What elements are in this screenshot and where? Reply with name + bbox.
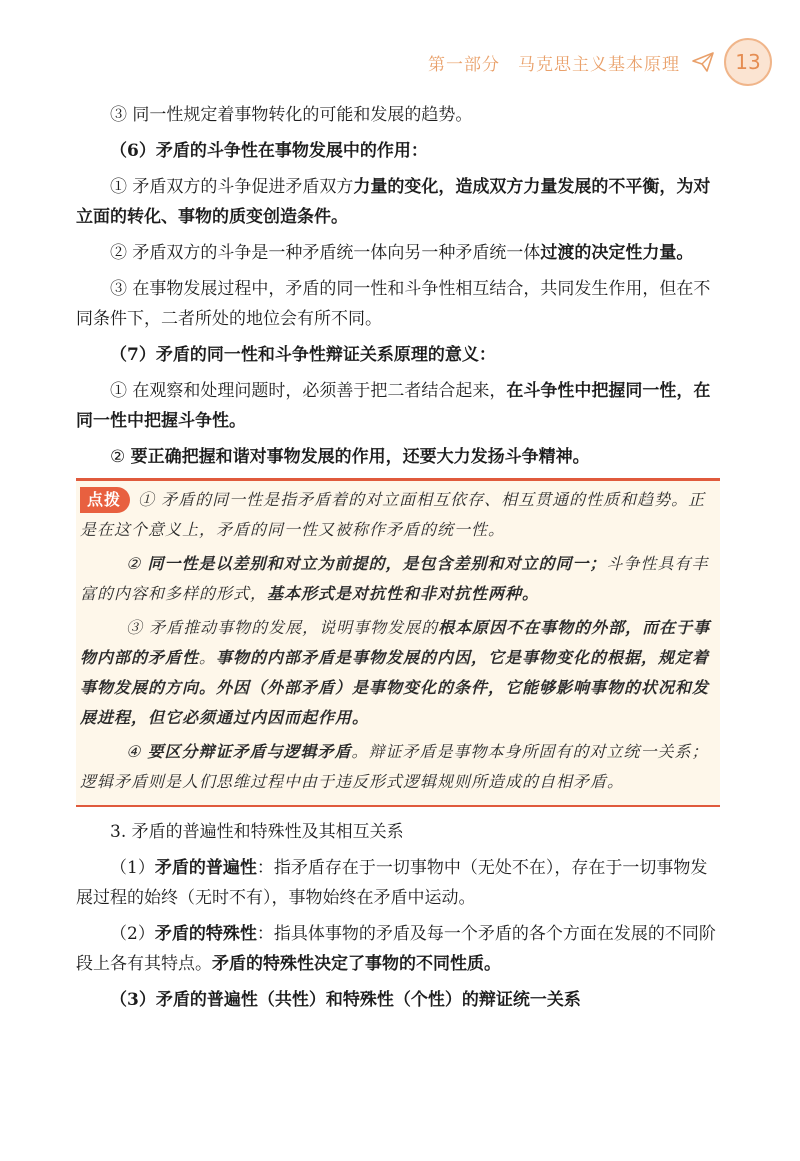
tip-paragraph: ③ 矛盾推动事物的发展，说明事物发展的根本原因不在事物的外部，而在于事物内部的矛盾性。事物的内部矛盾是事物发展的内因，它是事物变化的根据，规定着事物发展的方向。外因（外部矛盾）是事物变化的条件，它能够影响事物的状况和发展进程，但它必须通过内因而起作用。	[80, 618, 711, 727]
paragraph: ③ 在事物发展过程中，矛盾的同一性和斗争性相互结合，共同发生作用，但在不同条件下，二者所处的地位会有所不同。	[76, 279, 711, 329]
subheading: （3）矛盾的普遍性（共性）和特殊性（个性）的辩证统一关系	[110, 990, 581, 1010]
paper-plane-icon	[692, 52, 714, 72]
tip-paragraph: ④ 要区分辩证矛盾与逻辑矛盾。辩证矛盾是事物本身所固有的对立统一关系；逻辑矛盾则是人们思维过程中由于违反形式逻辑规则所造成的自相矛盾。	[80, 742, 709, 791]
paragraph: ② 矛盾双方的斗争是一种矛盾统一体向另一种矛盾统一体过渡的决定性力量。	[110, 243, 694, 263]
section-heading: 3. 矛盾的普遍性和特殊性及其相互关系	[110, 822, 404, 842]
paragraph: （2）矛盾的特殊性：指具体事物的矛盾及每一个矛盾的各个方面在发展的不同阶段上各有其特点。矛盾的特殊性决定了事物的不同性质。	[76, 924, 716, 974]
paragraph: ③ 同一性规定着事物转化的可能和发展的趋势。	[110, 105, 473, 125]
tip-badge: 点拨	[80, 487, 130, 513]
paragraph: ① 矛盾双方的斗争促进矛盾双方力量的变化，造成双方力量发展的不平衡，为对立面的转化、事物的质变创造条件。	[76, 177, 711, 227]
body-text	[76, 100, 720, 1021]
tip-paragraph: ② 同一性是以差别和对立为前提的，是包含差别和对立的同一；斗争性具有丰富的内容和多样的形式，基本形式是对抗性和非对抗性两种。	[80, 554, 709, 603]
tip-paragraph: 点拨 ① 矛盾的同一性是指矛盾着的对立面相互依存、相互贯通的性质和趋势。正是在这个意义上，矛盾的同一性又被称作矛盾的统一性。	[80, 485, 714, 545]
paragraph: （1）矛盾的普遍性：指矛盾存在于一切事物中（无处不在），存在于一切事物发展过程的始终（无时不有），事物始终在矛盾中运动。	[76, 858, 708, 908]
subheading-7: （7）矛盾的同一性和斗争性辩证关系原理的意义：	[110, 345, 496, 365]
paragraph: ① 在观察和处理问题时，必须善于把二者结合起来，在斗争性中把握同一性，在同一性中把握斗争性。	[76, 381, 711, 431]
paragraph: ② 要正确把握和谐对事物发展的作用，还要大力发扬斗争精神。	[110, 447, 590, 467]
running-header	[428, 38, 772, 86]
section-title: 第一部分 马克思主义基本原理	[428, 54, 680, 75]
subheading-6: （6）矛盾的斗争性在事物发展中的作用：	[110, 141, 428, 161]
page-number: 13	[724, 38, 772, 86]
tip-box	[76, 478, 720, 807]
